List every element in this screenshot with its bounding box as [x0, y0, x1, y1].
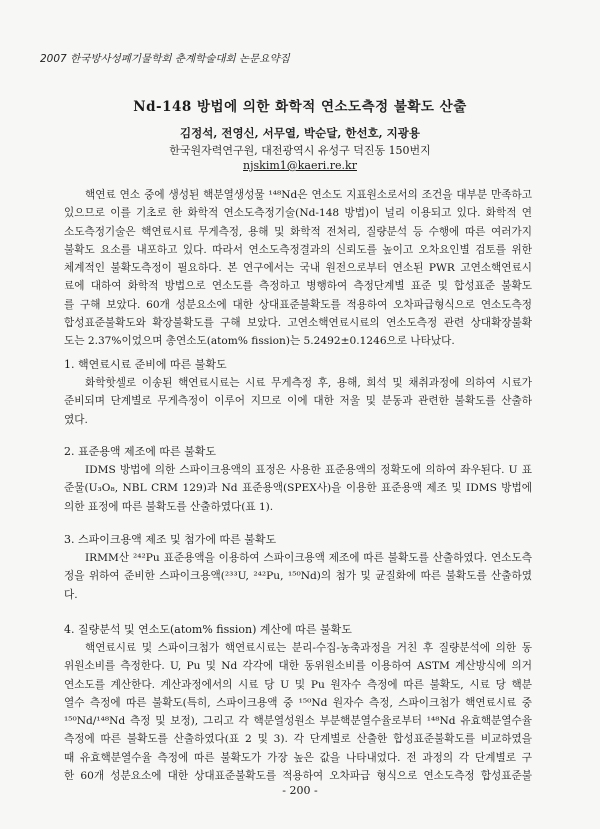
- body-line: ¹⁵⁰Nd/¹⁴⁸Nd 측정 및 보정), 그리고 각 핵분열성원소 부분핵분열수율로부터 ¹⁴⁸Nd 유효핵분열수율: [64, 715, 532, 728]
- paper-title: Nd-148 방법에 의한 화학적 연소도측정 불확도 산출: [133, 99, 467, 115]
- body-line: 핵연료시료 및 스파이크첨가 핵연료시료는 분리-수집-농축과정을 거친 후 질량분석에 의한 동: [85, 642, 532, 654]
- page-number: - 200 -: [282, 784, 318, 797]
- body-line: IDMS 방법에 의한 스파이크용액의 표정은 사용한 표준용액의 정확도에 의하여 좌우된다. U 표: [85, 464, 532, 476]
- body-line: 연소도를 계산한다. 계산과정에서의 시료 당 U 및 Pu 원자수 측정에 따른 불확도, 시료 당 핵분: [64, 678, 532, 691]
- abstract-line: 있으므로 이를 기초로 한 화학적 연소도측정기술(Nd-148 방법)이 널리 이용되고 있다. 화학적 연: [64, 207, 532, 220]
- abstract-line: 도는 2.37%이었으며 총연소도(atom% fission)는 5.2492±0.1246으로 나타났다.: [64, 335, 455, 348]
- section-heading: 3. 스파이크용액 제조 및 첨가에 따른 불확도: [64, 533, 277, 546]
- section-body: [64, 374, 532, 429]
- abstract-line: 료에 대하여 화학적 방법으로 연소도를 측정하고 병행하여 측정단계별 표준 및 합성표준 불확도: [64, 280, 532, 293]
- abstract-paragraph: [64, 186, 532, 351]
- abstract-line: 합성표준불확도와 확장불확도를 구해 보았다. 고연소핵연료시료의 연소도측정 관련 상대확장불확: [64, 317, 532, 330]
- body-line: 정을 위하여 준비한 스파이크용액(²³³U, ²⁴²Pu, ¹⁵⁰Nd)의 첨가 및 균질화에 따른 불확도를 산출하였: [64, 570, 532, 583]
- author-list: 김정석, 전영신, 서무열, 박순달, 한선호, 지광용: [180, 126, 420, 140]
- section-heading: 2. 표준용액 제조에 따른 불확도: [64, 445, 216, 458]
- abstract-line: 불확도 요소를 내포하고 있다. 따라서 연소도측정결과의 신뢰도를 높이고 오차요인별 검토를 위한: [64, 243, 532, 256]
- body-line: 측정에 따른 불확도를 산출하였다(표 2 및 3). 각 단계별로 산출한 합성표준불확도를 비교하였을: [64, 733, 532, 746]
- abstract-line: 체계적인 불확도측정이 필요하다. 본 연구에서는 국내 원전으로부터 연소된 PWR 고연소핵연료시: [64, 262, 532, 275]
- body-line: 화학핫셀로 이송된 핵연료시료는 시료 무게측정 후, 용해, 희석 및 채취과정에 의하여 시료가: [85, 377, 532, 389]
- section-heading: 1. 핵연료시료 준비에 따른 불확도: [64, 358, 227, 371]
- body-line: 준물(U₃O₈, NBL CRM 129)과 Nd 표준용액(SPEX사)을 이용한 표준용액 제조 및 IDMS 방법에: [64, 482, 532, 495]
- section-body: [64, 549, 532, 604]
- affiliation: 한국원자력연구원, 대전광역시 유성구 덕진동 150번지: [169, 144, 431, 157]
- body-line: IRMM산 ²⁴²Pu 표준용액을 이용하여 스파이크용액 제조에 따른 불확도를 산출하였다. 연소도측: [85, 552, 532, 564]
- body-line: 였다.: [64, 413, 88, 426]
- body-line: 위원소비를 측정한다. U, Pu 및 Nd 각각에 대한 동위원소비를 이용하여 ASTM 계산방식에 의거: [64, 660, 532, 673]
- running-header: 2007 한국방사성폐기물학회 춘계학술대회 논문요약집: [40, 53, 290, 65]
- body-line: 다.: [64, 588, 78, 601]
- section-body: [64, 461, 532, 516]
- section-body: [64, 639, 532, 785]
- body-line: 준비되며 단계별로 무게측정이 이루어 지므로 이에 대한 저울 및 분동과 관련한 불확도를 산출하: [64, 395, 532, 408]
- author-email: njskim1@kaeri.re.kr: [243, 159, 357, 172]
- abstract-line: 소도측정기술은 핵연료시료 무게측정, 용해 및 화학적 전처리, 질량분석 등 수행에 따른 여러가지: [64, 225, 532, 238]
- body-line: 의한 표정에 따른 불확도를 산출하였다(표 1).: [64, 500, 274, 513]
- abstract-line: 핵연료 연소 중에 생성된 핵분열생성물 ¹⁴⁸Nd은 연소도 지표원소로서의 조건을 대부분 만족하고: [85, 189, 532, 201]
- body-line: 한 60개 성분요소에 대한 상대표준불확도를 적용하여 오차파급 형식으로 연소도측정 합성표준불: [64, 770, 532, 783]
- section-heading: 4. 질량분석 및 연소도(atom% fission) 계산에 따른 불확도: [64, 623, 352, 636]
- body-line: 때 유효핵분열수율 측정에 따른 불확도가 가장 높은 값을 나타내었다. 전 과정의 각 단계별로 구: [64, 751, 532, 764]
- body-line: 열수 측정에 따른 불확도(특히, 스파이크용액 중 ¹⁵⁰Nd 원자수 측정, 스파이크첨가 핵연료시료 중: [64, 696, 532, 709]
- abstract-line: 를 구해 보았다. 60개 성분요소에 대한 상대표준불확도를 적용하여 오차파급형식으로 연소도측정: [64, 298, 532, 311]
